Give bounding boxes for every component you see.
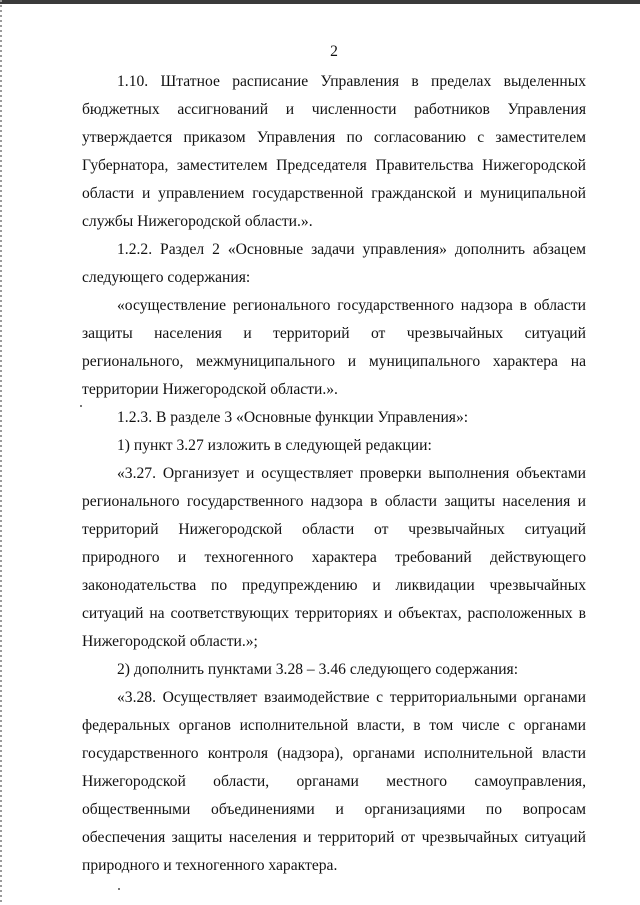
paragraph-3-28: «3.28. Осуществляет взаимодействие с территориальными органами федеральных органов исполнительной власти, в том числе с органами государственного контроля (надзора), органами исполнительной власти Нижегородской области, органами местного самоуправления, общественными объединениями и организациями по вопросам обеспечения защиты населения и территорий от чрезвычайных ситуаций природного и техногенного характера. <box>82 689 586 874</box>
scan-speck <box>118 888 120 890</box>
scan-left-edge <box>0 0 2 905</box>
scan-top-border <box>0 0 640 4</box>
paragraph-item-1: 1) пункт 3.27 изложить в следующей редакции: <box>117 437 432 454</box>
paragraph-1-2-2: 1.2.2. Раздел 2 «Основные задачи управления» дополнить абзацем следующего содержания: <box>82 241 586 286</box>
paragraph-1-2-3: 1.2.3. В разделе 3 «Основные функции Управления»: <box>117 409 469 426</box>
paragraph-quote-supervision: «осуществление регионального государственного надзора в области защиты населения и территорий от чрезвычайных ситуаций регионального, межмуниципального и муниципального характера на территории Нижегородской области.». <box>82 297 586 398</box>
scan-speck <box>80 405 82 407</box>
paragraph-1-10: 1.10. Штатное расписание Управления в пределах выделенных бюджетных ассигнований и численности работников Управления утверждается приказом Управления по согласованию с заместителем Губернатора, заместителем Председателя Правительства Нижегородской области и управлением государственной гражданской и муниципальной службы Нижегородской области.». <box>82 73 586 230</box>
page-number: 2 <box>330 43 338 60</box>
paragraph-3-27: «3.27. Организует и осуществляет проверки выполнения объектами регионального государственного надзора в области защиты населения и территорий Нижегородской области от чрезвычайных ситуаций природного и техногенного характера требований действующего законодательства по предупреждению и ликвидации чрезвычайных ситуаций на соответствующих территориях и объектах, расположенных в Нижегородской области.»; <box>82 465 586 650</box>
paragraph-item-2: 2) дополнить пунктами 3.28 – 3.46 следующего содержания: <box>117 661 519 678</box>
